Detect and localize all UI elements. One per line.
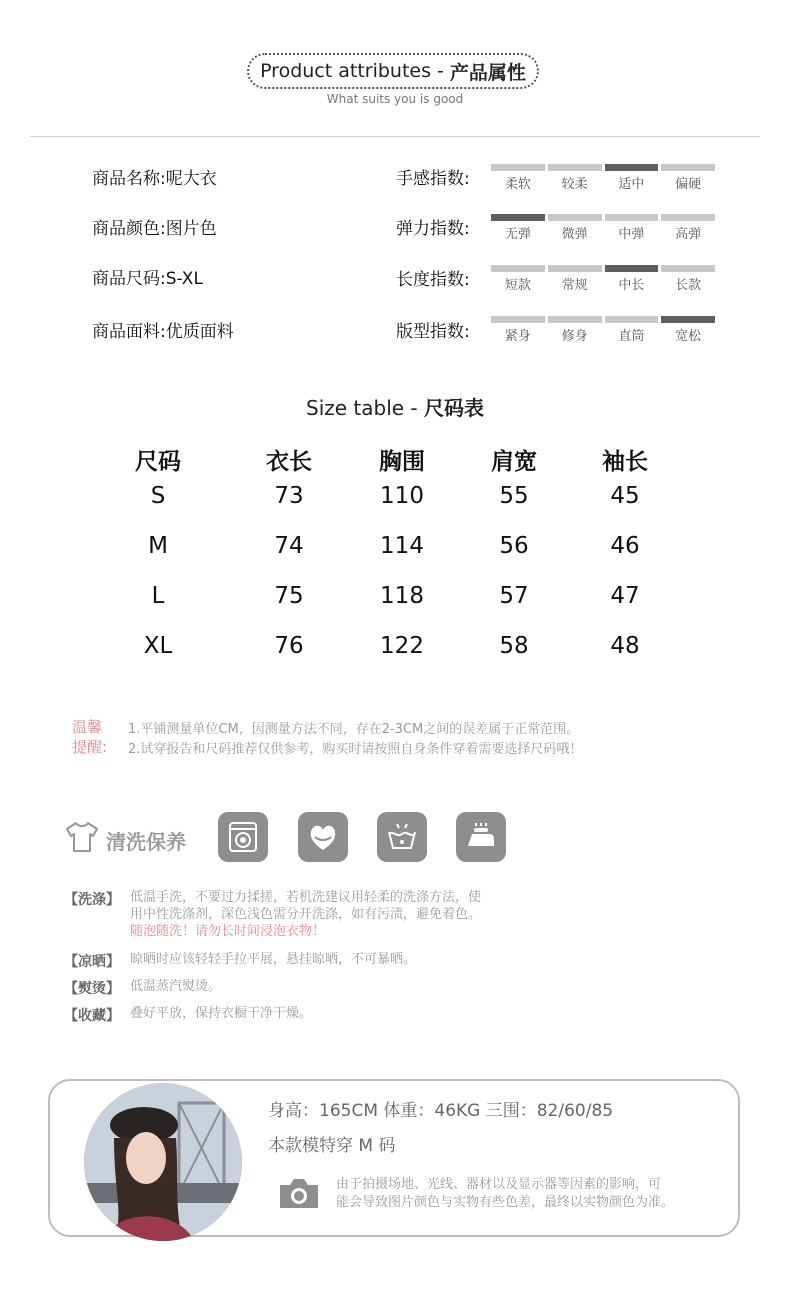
scale-option-label: 柔软 <box>504 177 531 192</box>
scale-option <box>491 214 545 240</box>
table-cell: 74 <box>274 533 304 559</box>
care-tag-store: 【收藏】 <box>64 1008 120 1024</box>
care-text: 晾晒时应该轻轻手拉平展，悬挂晾晒，不可暴晒。 <box>130 952 417 967</box>
divider <box>30 136 760 137</box>
scale-option <box>605 214 659 240</box>
scale-length <box>491 265 715 291</box>
care-text: 低温手洗，不要过力揉搓，若机洗建议用轻柔的洗涤方法，使 <box>130 890 482 905</box>
table-cell: 76 <box>274 633 304 659</box>
scale-bar <box>491 214 545 221</box>
scale-option <box>491 265 545 291</box>
scale-option-label: 长款 <box>675 278 702 293</box>
table-cell: 110 <box>380 483 424 509</box>
model-avatar <box>84 1083 242 1241</box>
care-title: 清洗保养 <box>106 830 186 854</box>
index-label-feel: 手感指数: <box>396 169 470 189</box>
scale-option-label: 紧身 <box>504 329 531 344</box>
tips-label: 提醒: <box>72 738 108 756</box>
scale-option <box>661 164 715 190</box>
table-header: 袖长 <box>602 449 648 475</box>
tips-label: 温馨 <box>72 718 103 736</box>
subtitle: What suits you is good <box>326 92 464 106</box>
scale-fit <box>491 316 715 342</box>
scale-option-label: 直筒 <box>618 329 645 344</box>
scale-bar <box>548 164 602 171</box>
scale-bar <box>605 164 659 171</box>
scale-option-label: 高弹 <box>675 227 702 242</box>
table-cell: 46 <box>610 533 640 559</box>
scale-option <box>661 265 715 291</box>
table-cell: 73 <box>274 483 304 509</box>
table-cell: 58 <box>499 633 529 659</box>
table-cell: XL <box>143 633 173 659</box>
camera-icon <box>276 1175 322 1211</box>
scale-bar <box>661 316 715 323</box>
table-cell: 114 <box>380 533 424 559</box>
scale-bar <box>661 164 715 171</box>
scale-option-label: 偏硬 <box>675 177 702 192</box>
scale-bar <box>605 214 659 221</box>
model-stats: 身高：165CM 体重：46KG 三围：82/60/85 <box>268 1101 614 1121</box>
care-tag-wash: 【洗涤】 <box>64 892 120 908</box>
scale-option <box>548 316 602 342</box>
scale-option <box>548 265 602 291</box>
scale-option <box>605 164 659 190</box>
scale-option <box>661 316 715 342</box>
table-cell: 57 <box>499 583 529 609</box>
table-cell: L <box>151 583 165 609</box>
table-cell: 56 <box>499 533 529 559</box>
scale-option-label: 适中 <box>618 177 645 192</box>
scale-option <box>605 265 659 291</box>
scale-bar <box>548 265 602 272</box>
table-cell: 75 <box>274 583 304 609</box>
index-label-fit: 版型指数: <box>396 322 470 342</box>
care-tag-dry: 【凉晒】 <box>64 954 120 970</box>
table-cell: 55 <box>499 483 529 509</box>
scale-bar <box>491 164 545 171</box>
index-label-stretch: 弹力指数: <box>396 219 470 239</box>
scale-option-label: 常规 <box>561 278 588 293</box>
scale-option-label: 中长 <box>618 278 645 293</box>
scale-option <box>548 164 602 190</box>
model-note: 能会导致图片颜色与实物有些色差，最终以实物颜色为准。 <box>336 1195 675 1210</box>
scale-option-label: 无弹 <box>504 227 531 242</box>
table-header: 尺码 <box>135 449 181 475</box>
scale-bar <box>605 265 659 272</box>
scale-bar <box>548 214 602 221</box>
attr-color: 商品颜色:图片色 <box>92 219 217 239</box>
scale-bar <box>491 316 545 323</box>
table-header: 衣长 <box>266 449 312 475</box>
scale-option <box>661 214 715 240</box>
scale-feel <box>491 164 715 190</box>
tips-line: 1.平铺测量单位CM，因测量方法不同，存在2-3CM之间的误差属于正常范围。 <box>128 722 580 737</box>
table-header: 胸围 <box>379 449 425 475</box>
scale-option-label: 较柔 <box>561 177 588 192</box>
care-tag-iron: 【熨烫】 <box>64 981 120 997</box>
table-cell: S <box>150 483 166 509</box>
tips-line: 2.试穿报告和尺码推荐仅供参考，购买时请按照自身条件穿着需要选择尺码哦！ <box>128 742 583 757</box>
size-title-en: Size table - <box>306 396 418 420</box>
scale-option-label: 微弹 <box>561 227 588 242</box>
model-size-worn: 本款模特穿 M 码 <box>268 1136 396 1156</box>
wash-basin-icon <box>377 812 427 862</box>
hand-wash-icon <box>298 812 348 862</box>
table-cell: M <box>148 533 168 559</box>
scale-option <box>548 214 602 240</box>
title-cn: 产品属性 <box>449 61 526 84</box>
scale-option-label: 宽松 <box>675 329 702 344</box>
table-cell: 118 <box>380 583 424 609</box>
attr-name: 商品名称:呢大衣 <box>92 169 217 189</box>
section-title-pill <box>247 53 539 89</box>
size-title-cn: 尺码表 <box>424 396 484 420</box>
washing-machine-icon <box>218 812 268 862</box>
title-en: Product attributes - <box>260 60 444 82</box>
model-note: 由于拍摄场地、光线、器材以及显示器等因素的影响，可 <box>336 1177 662 1192</box>
table-cell: 47 <box>610 583 640 609</box>
iron-icon <box>456 812 506 862</box>
scale-bar <box>491 265 545 272</box>
scale-option <box>491 164 545 190</box>
attr-fabric: 商品面料:优质面料 <box>92 322 234 342</box>
table-header: 肩宽 <box>491 449 537 475</box>
attr-size: 商品尺码:S-XL <box>92 269 203 289</box>
scale-bar <box>661 265 715 272</box>
table-cell: 45 <box>610 483 640 509</box>
care-text-warning: 随泡随洗！请勿长时间浸泡衣物！ <box>130 924 326 939</box>
scale-option <box>491 316 545 342</box>
care-text: 低温蒸汽熨烫。 <box>130 979 222 994</box>
scale-bar <box>548 316 602 323</box>
scale-option-label: 中弹 <box>618 227 645 242</box>
table-cell: 48 <box>610 633 640 659</box>
size-table-title <box>0 392 790 421</box>
care-text: 叠好平放，保持衣橱干净干燥。 <box>130 1006 313 1021</box>
scale-stretch <box>491 214 715 240</box>
scale-option <box>605 316 659 342</box>
tshirt-icon <box>64 820 100 854</box>
scale-option-label: 修身 <box>561 329 588 344</box>
scale-bar <box>661 214 715 221</box>
scale-option-label: 短款 <box>504 278 531 293</box>
table-cell: 122 <box>380 633 424 659</box>
scale-bar <box>605 316 659 323</box>
care-text: 用中性洗涤剂，深色浅色需分开洗涤，如有污渍，避免着色。 <box>130 907 482 922</box>
index-label-length: 长度指数: <box>396 270 470 290</box>
